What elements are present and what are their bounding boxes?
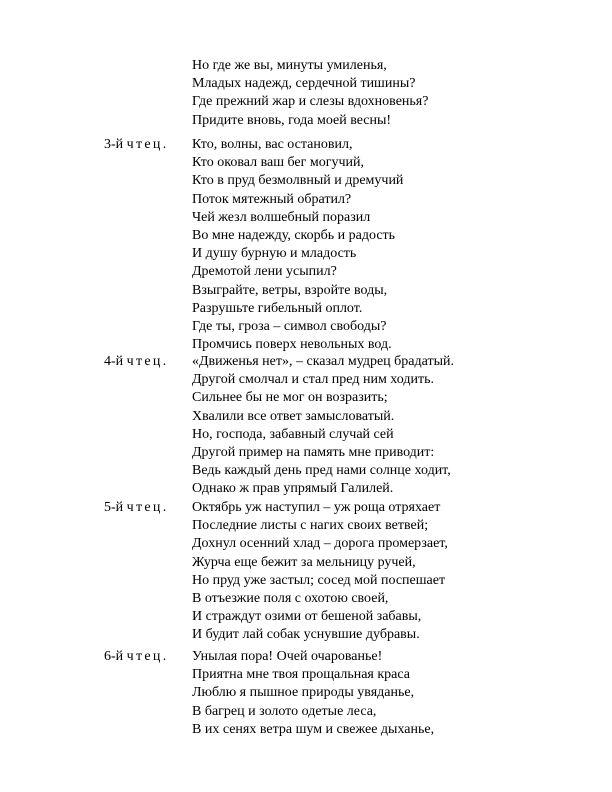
verse-lines bbox=[192, 57, 428, 130]
verse-line: Во мне надежду, скорбь и радость bbox=[192, 228, 396, 244]
verse-lines bbox=[192, 648, 434, 739]
verse-line: И страждут озими от бешеной забавы, bbox=[192, 609, 422, 625]
verse-line: Поток мятежный обратил? bbox=[192, 191, 352, 207]
verse-line: И будит лай собак уснувшие дубравы. bbox=[192, 627, 420, 643]
speaker-word: чтец. bbox=[126, 354, 169, 369]
verse-line: В отъезжие поля с охотою своей, bbox=[192, 591, 389, 607]
verse-line: Где ты, гроза – символ свободы? bbox=[192, 319, 387, 335]
speaker-label bbox=[104, 353, 169, 371]
verse-line: Промчись поверх невольных вод. bbox=[192, 337, 392, 353]
verse-lines bbox=[192, 136, 403, 354]
speaker-word: чтец. bbox=[126, 500, 169, 515]
speaker-number: 6-й bbox=[104, 649, 124, 664]
verse-line: Дремотой лени усыпил? bbox=[192, 264, 337, 280]
verse-line: Журча еще бежит за мельницу ручей, bbox=[192, 554, 416, 570]
verse-line: Разрушьте гибельный оплот. bbox=[192, 300, 363, 316]
speaker-number: 4-й bbox=[104, 354, 124, 369]
verse-line: Кто, волны, вас остановил, bbox=[192, 137, 353, 152]
verse-line: Хвалили все ответ замысловатый. bbox=[192, 408, 395, 424]
speaker-word: чтец. bbox=[126, 137, 169, 152]
verse-line: Но где же вы, минуты умиленья, bbox=[192, 58, 387, 73]
verse-line: В их сенях ветра шум и свежее дыханье, bbox=[192, 721, 435, 737]
verse-line: Сильнее бы не мог он возразить; bbox=[192, 390, 388, 406]
verse-line: Октябрь уж наступил – уж роща отряхает bbox=[192, 500, 441, 515]
verse-line: Придите вновь, года моей весны! bbox=[192, 112, 392, 128]
verse-line: Младых надежд, сердечной тишины? bbox=[192, 76, 416, 92]
speaker-label bbox=[104, 136, 169, 154]
verse-lines bbox=[192, 499, 448, 645]
verse-line: Чей жезл волшебный поразил bbox=[192, 209, 371, 225]
speaker-label bbox=[104, 648, 169, 666]
verse-lines bbox=[192, 353, 454, 499]
verse-line: Последние листы с нагих своих ветвей; bbox=[192, 518, 429, 534]
verse-line: Приятна мне твоя прощальная краса bbox=[192, 667, 410, 683]
speaker-number: 5-й bbox=[104, 500, 124, 515]
speaker-label bbox=[104, 499, 169, 517]
verse-line: Взыграйте, ветры, взройте воды, bbox=[192, 282, 388, 298]
verse-line: «Движенья нет», – сказал мудрец брадатый. bbox=[192, 354, 455, 369]
verse-line: Кто в пруд безмолвный и дремучий bbox=[192, 173, 404, 189]
verse-line: Кто оковал ваш бег могучий, bbox=[192, 155, 365, 171]
verse-line: Люблю я пышное природы увяданье, bbox=[192, 685, 415, 701]
verse-line: Ведь каждый день пред нами солнце ходит, bbox=[192, 463, 451, 479]
verse-line: Однако ж прав упрямый Галилей. bbox=[192, 481, 394, 497]
verse-line: Унылая пора! Очей очарованье! bbox=[192, 649, 383, 664]
verse-line: Другой пример на память мне приводит: bbox=[192, 445, 435, 461]
verse-line: Другой смолчал и стал пред ним ходить. bbox=[192, 372, 434, 388]
verse-line: Где прежний жар и слезы вдохновенья? bbox=[192, 94, 429, 110]
speaker-number: 3-й bbox=[104, 137, 124, 152]
verse-line: В багрец и золото одетые леса, bbox=[192, 703, 377, 719]
verse-line: Но, господа, забавный случай сей bbox=[192, 426, 394, 442]
verse-line: Дохнул осенний хлад – дорога промерзает, bbox=[192, 536, 448, 552]
speaker-word: чтец. bbox=[126, 649, 169, 664]
verse-line: Но пруд уже застыл; сосед мой поспешает bbox=[192, 572, 446, 588]
verse-line: И душу бурную и младость bbox=[192, 246, 357, 262]
